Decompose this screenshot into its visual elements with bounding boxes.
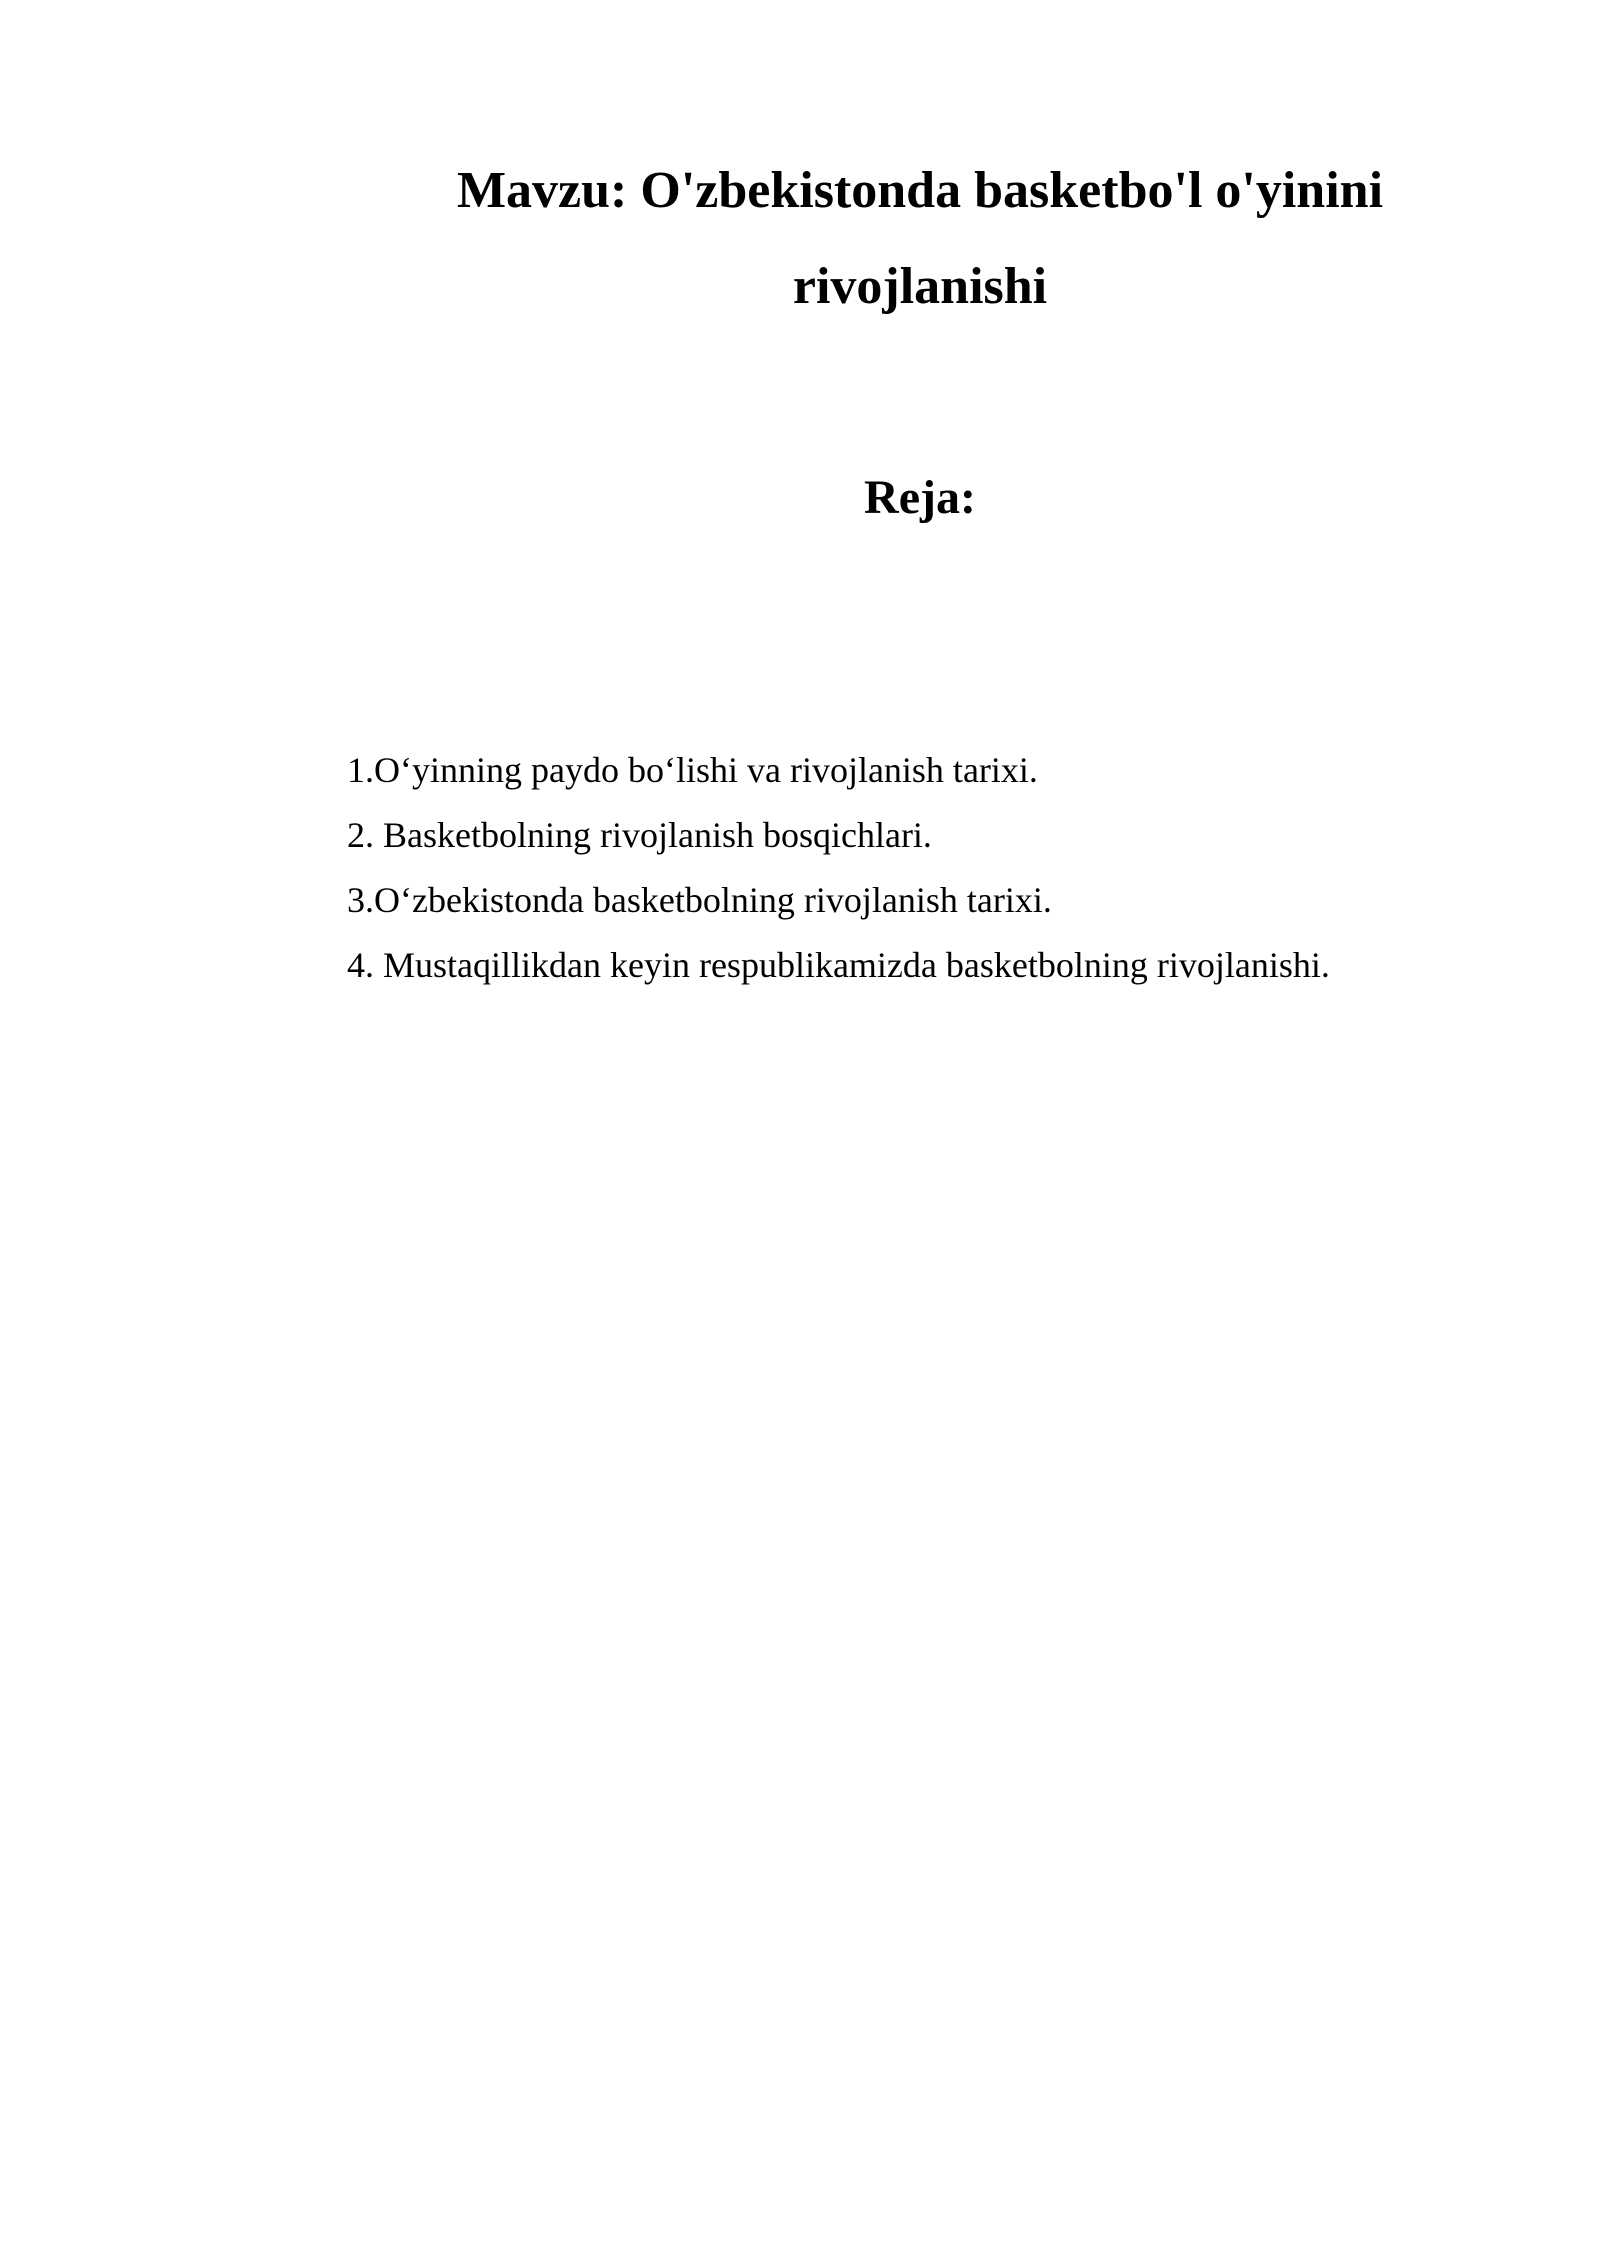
- plan-item-1: 1.O‘yinning paydo bo‘lishi va rivojlanish tarixi.: [347, 750, 1038, 790]
- plan-heading: Reja:: [864, 471, 976, 524]
- plan-item-2: 2. Basketbolning rivojlanish bosqichlari.: [347, 815, 932, 855]
- plan-item-4: 4. Mustaqillikdan keyin respublikamizda basketbolning rivojlanishi.: [347, 945, 1330, 985]
- title-line-1: Mavzu: O'zbekistonda basketbo'l o'yinini: [456, 162, 1384, 219]
- plan-item-3: 3.O‘zbekistonda basketbolning rivojlanish tarixi.: [347, 880, 1052, 920]
- document-title: [340, 143, 1500, 335]
- title-line-2: rivojlanishi: [792, 258, 1048, 315]
- plan-list: [347, 738, 1497, 998]
